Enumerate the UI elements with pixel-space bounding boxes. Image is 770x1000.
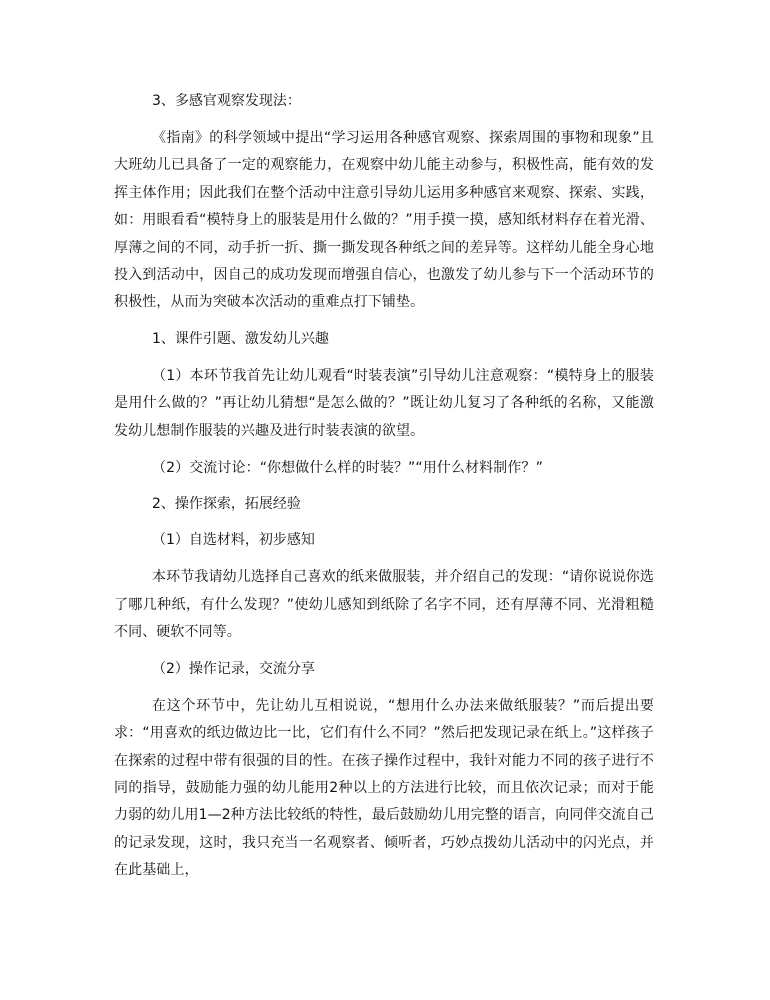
step2-item1-heading: （1）自选材料，初步感知 bbox=[152, 532, 315, 549]
step2-heading: 2、操作探索，拓展经验 bbox=[152, 496, 301, 513]
step2-item1-paragraph: 本环节我请幼儿选择自己喜欢的纸来做服装，并介绍自己的发现：“请你说说你选了哪几种纸，有什么发现？”使幼儿感知到纸除了名字不同，还有厚薄不同、光滑粗糙不同、硬软不同等。 bbox=[114, 569, 654, 641]
step2-item2-paragraph: 在这个环节中，先让幼儿互相说说，“想用什么办法来做纸服装？”而后提出要求：“用喜欢的纸边做边比一比，它们有什么不同？”然后把发现记录在纸上。”这样孩子在探索的过程中带有很强的目的性。在孩子操作过程中，我针对能力不同的孩子进行不同的指导，鼓励能力强的幼儿能用2种以上的方法进行比较，而且依次记录；而对于能力弱的幼儿用1—2种方法比较纸的特性，最后鼓励幼儿用完整的语言，向同伴交流自己的记录发现，这时，我只充当一名观察者、倾听者，巧妙点拨幼儿活动中的闪光点，并在此基础上， bbox=[114, 697, 654, 879]
step1-item1: （1）本环节我首先让幼儿观看“时装表演”引导幼儿注意观察：“模特身上的服装是用什么做的？”再让幼儿猜想“是怎么做的？”既让幼儿复习了各种纸的名称，又能激发幼儿想制作服装的兴趣及进行时装表演的欲望。 bbox=[114, 367, 654, 439]
document-body bbox=[114, 89, 654, 895]
step1-heading: 1、课件引题、激发幼儿兴趣 bbox=[152, 330, 329, 347]
section3-heading: 3、多感官观察发现法： bbox=[152, 93, 301, 109]
step1-item2: （2）交流讨论：“你想做什么样的时装？”“用什么材料制作？” bbox=[152, 460, 543, 477]
step2-item2-heading: （2）操作记录，交流分享 bbox=[152, 660, 315, 677]
section3-paragraph: 《指南》的科学领域中提出“学习运用各种感官观察、探索周围的事物和现象”且大班幼儿已具备了一定的观察能力，在观察中幼儿能主动参与，积极性高，能有效的发挥主体作用；因此我们在整个活动中注意引导幼儿运用多种感官来观察、探索、实践，如：用眼看看“模特身上的服装是用什么做的？”用手摸一摸，感知纸材料存在着光滑、厚薄之间的不同，动手折一折、撕一撕发现各种纸之间的差异等。这样幼儿能全身心地投入到活动中，因自己的成功发现而增强自信心，也激发了幼儿参与下一个活动环节的积极性，从而为突破本次活动的重难点打下铺垫。 bbox=[114, 130, 654, 311]
